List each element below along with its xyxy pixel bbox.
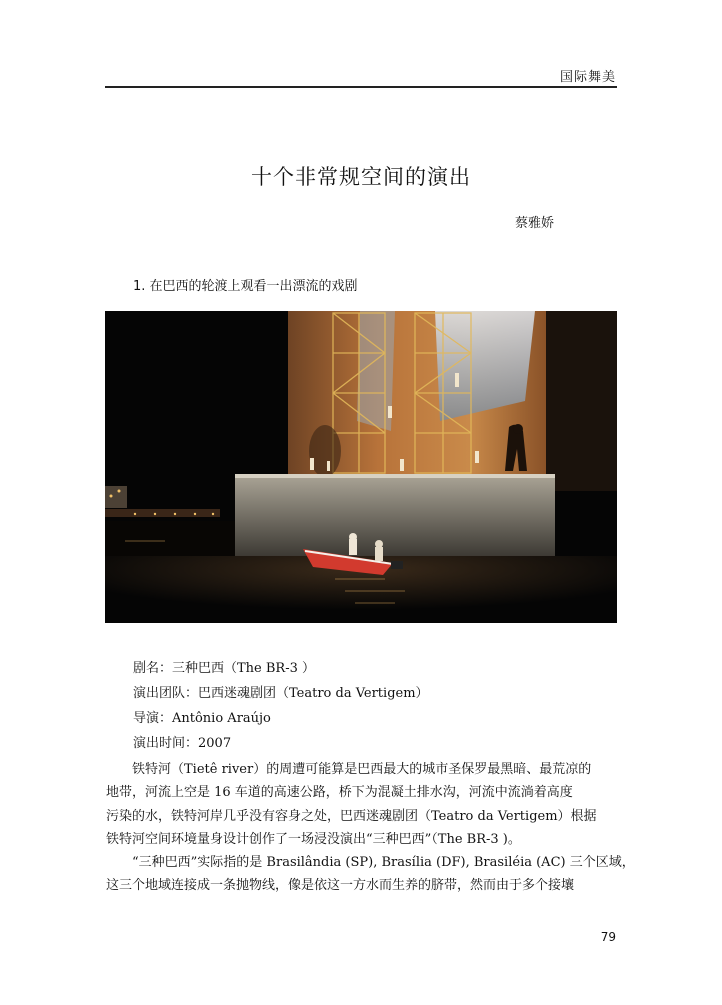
paragraph-line: 铁特河空间环境量身设计创作了一场浸没演出“三种巴西”（The BR-3 )。 [106,831,521,847]
header-rule [105,86,617,88]
section-header-label: 国际舞美 [559,70,616,85]
page-number: 79 [600,930,616,944]
paragraph-line: 污染的水，铁特河岸几乎没有容身之处，巴西迷魂剧团（Teatro da Vertigem）根据 [106,808,597,824]
paragraph-line: 这三个地域连接成一条抛物线，像是依这一方水而生养的脐带，然而由于多个接壤 [106,878,575,894]
paragraph-line: “三种巴西”实际指的是 Brasilândia (SP), Brasília (DF), Brasiléia (AC) 三个区域， [132,855,635,870]
credit-play-title: 剧名：三种巴西（The BR-3 ） [133,661,316,676]
article-title: 十个非常规空间的演出 [251,165,471,189]
paragraph-line: 地带，河流上空是 16 车道的高速公路，桥下为混凝土排水沟，河流中流淌着高度 [106,785,573,801]
credit-date: 演出时间：2007 [133,736,232,751]
paragraph-line: 铁特河（Tietê river）的周遭可能算是巴西最大的城市圣保罗最黑暗、最荒凉的 [132,762,592,777]
body-paragraph-1 [106,758,618,851]
section-heading: 1. 在巴西的轮渡上观看一出漂流的戏剧 [133,279,358,294]
body-paragraph-2 [106,851,635,898]
performance-photo [105,311,617,623]
article-author: 蔡雅娇 [515,216,555,231]
credit-director: 导演：Antônio Araújo [133,711,271,726]
credit-company: 演出团队：巴西迷魂剧团（Teatro da Vertigem） [133,686,429,701]
